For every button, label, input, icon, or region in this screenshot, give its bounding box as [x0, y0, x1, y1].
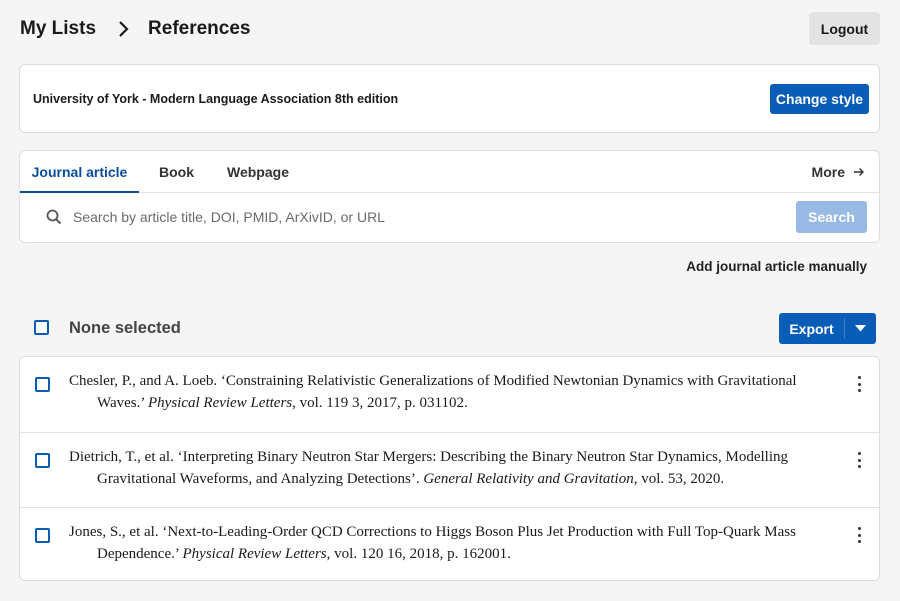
reference-journal: General Relativity and Gravitation [423, 470, 634, 487]
reference-authors: Jones, S., et al. [69, 524, 163, 540]
reference-title: ‘Interpreting Binary Neutron Star Mergers: Describing the Binary Neutron Star Dynamics, Modelling Gravitational Waveforms, and Analyzing Detections’. [97, 449, 788, 487]
reference-citation[interactable] [69, 522, 829, 565]
caret-down-icon [855, 325, 866, 332]
reference-checkbox[interactable] [35, 377, 50, 392]
chevron-right-icon [118, 20, 130, 38]
kebab-menu-icon[interactable] [856, 376, 862, 392]
reference-title: ‘Next-to-Leading-Order QCD Corrections to Higgs Boson Plus Jet Production with Full Top-Quark Mass Dependence.’ [97, 524, 796, 562]
select-all-checkbox[interactable] [34, 320, 49, 335]
page-header [20, 12, 880, 46]
tab-more[interactable] [812, 151, 865, 193]
reference-citation[interactable] [69, 371, 829, 414]
reference-details: , vol. 119 3, 2017, p. 031102. [292, 394, 468, 411]
export-split-button [779, 313, 876, 344]
breadcrumb-my-lists[interactable]: My Lists [20, 18, 97, 39]
logout-button[interactable]: Logout [809, 12, 880, 45]
citation-style-panel [19, 64, 880, 133]
tab-webpage[interactable]: Webpage [227, 164, 289, 180]
arrow-right-icon [853, 167, 865, 177]
search-icon [46, 209, 62, 225]
reference-journal: Physical Review Letters [148, 394, 293, 411]
search-button[interactable]: Search [796, 201, 867, 233]
export-dropdown-toggle[interactable] [845, 313, 876, 344]
tab-more-label: More [811, 164, 845, 180]
list-item [20, 432, 879, 507]
tab-book[interactable]: Book [159, 164, 194, 180]
list-item [20, 357, 879, 432]
reference-checkbox[interactable] [35, 528, 50, 543]
search-row [20, 193, 879, 243]
export-button[interactable]: Export [779, 313, 844, 344]
source-type-tabs [20, 151, 879, 193]
kebab-menu-icon[interactable] [856, 452, 862, 468]
list-item [20, 507, 879, 582]
reference-authors: Chesler, P., and A. Loeb. [69, 373, 221, 389]
reference-title: ‘Constraining Relativistic Generalizations of Modified Newtonian Dynamics with Gravitational Waves.’ [97, 373, 797, 411]
breadcrumb [20, 12, 250, 46]
citation-style-name: University of York - Modern Language Association 8th edition [33, 92, 399, 106]
change-style-button[interactable]: Change style [770, 84, 869, 114]
breadcrumb-references: References [148, 18, 251, 39]
reference-journal: Physical Review Letters [182, 545, 327, 562]
tab-journal-article[interactable]: Journal article [20, 151, 139, 193]
reference-details: , vol. 120 16, 2018, p. 162001. [326, 545, 511, 562]
reference-list [19, 356, 880, 581]
add-reference-panel [19, 150, 880, 243]
reference-checkbox[interactable] [35, 453, 50, 468]
reference-details: , vol. 53, 2020. [633, 470, 725, 487]
reference-authors: Dietrich, T., et al. [69, 449, 178, 465]
kebab-menu-icon[interactable] [856, 527, 862, 543]
reference-citation[interactable] [69, 447, 829, 490]
add-manually-link[interactable]: Add journal article manually [686, 259, 867, 274]
selection-status: None selected [69, 319, 181, 337]
search-input[interactable] [73, 204, 773, 230]
